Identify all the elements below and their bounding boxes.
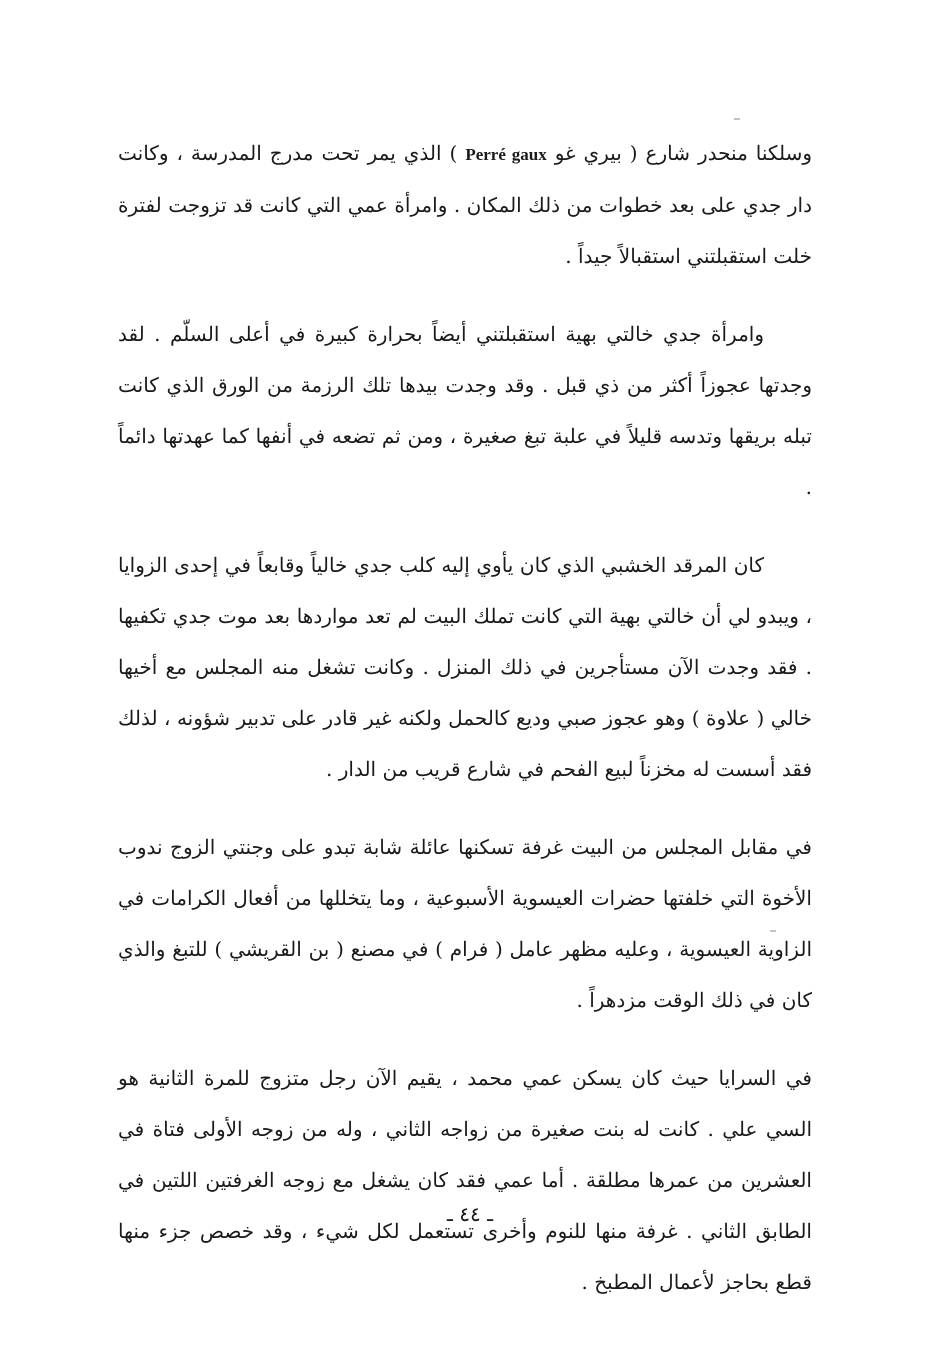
paragraph-2: وامرأة جدي خالتي بهية استقبلتني أيضاً بحرارة كبيرة في أعلى السلّم . لقد وجدتها عجوزاً أكثر من ذي قبل . وقد وجدت بيدها تلك الرزمة من الورق الذي كانت تبله بريقها وتدسه قليلاً في علبة تبغ صغيرة ، ومن ثم تضعه في أنفها كما عهدتها دائماً . — [118, 322, 812, 499]
paragraph-1-start: وسلكنا منحدر شارع ( بيري غو — [546, 141, 812, 165]
paragraph-1 — [118, 128, 812, 282]
paragraph-3: كان المرقد الخشبي الذي كان يأوي إليه كلب جدي خالياً وقابعاً في إحدى الزوايا ، ويبدو لي أن خالتي بهية التي كانت تملك البيت لم تعد مواردها بعد موت جدي تكفيها . فقد وجدت الآن مستأجرين في ذلك المنزل . وكانت تشغل منه المجلس مع أخيها خالي ( علاوة ) وهو عجوز صبي وديع كالحمل ولكنه غير قادر على تدبير شؤونه ، لذلك فقد أسست له مخزناً لبيع الفحم في شارع قريب من الدار . — [118, 553, 812, 781]
paragraph-4: في مقابل المجلس من البيت غرفة تسكنها عائلة شابة تبدو على وجنتي الزوج ندوب الأخوة التي خلفتها حضرات العيسوية الأسبوعية ، وما يتخللها من أفعال الكرامات في الزاوية العيسوية ، وعليه مظهر عامل ( فرام ) في مصنع ( بن القريشي ) للتبغ والذي كان في ذلك الوقت مزدهراً . — [118, 835, 812, 1012]
paragraph-5: في السرايا حيث كان يسكن عمي محمد ، يقيم الآن رجل متزوج للمرة الثانية هو السي علي . كانت له بنت صغيرة من زواجه الثاني ، وله من زوجه الأولى فتاة في العشرين من عمرها مطلقة . أما عمي فقد كان يشغل مع زوجه الغرفتين اللتين في الطابق الثاني . غرفة منها للنوم وأخرى تستعمل لكل شيء ، وقد خصص جزء منها قطع بحاجز لأعمال المطبخ . — [118, 1066, 812, 1294]
paragraph-1-end: ) الذي يمر تحت مدرج المدرسة ، وكانت دار جدي على بعد خطوات من ذلك المكان . وامرأة عمي التي كانت قد تزوجت لفترة خلت استقبلتني استقبالاً جيداً . — [118, 141, 812, 268]
page-number: ـ ٤٤ ـ — [447, 1202, 493, 1226]
paper-speck — [734, 118, 740, 120]
body-text — [118, 128, 812, 1335]
street-name-latin: Perré gaux — [465, 145, 547, 164]
